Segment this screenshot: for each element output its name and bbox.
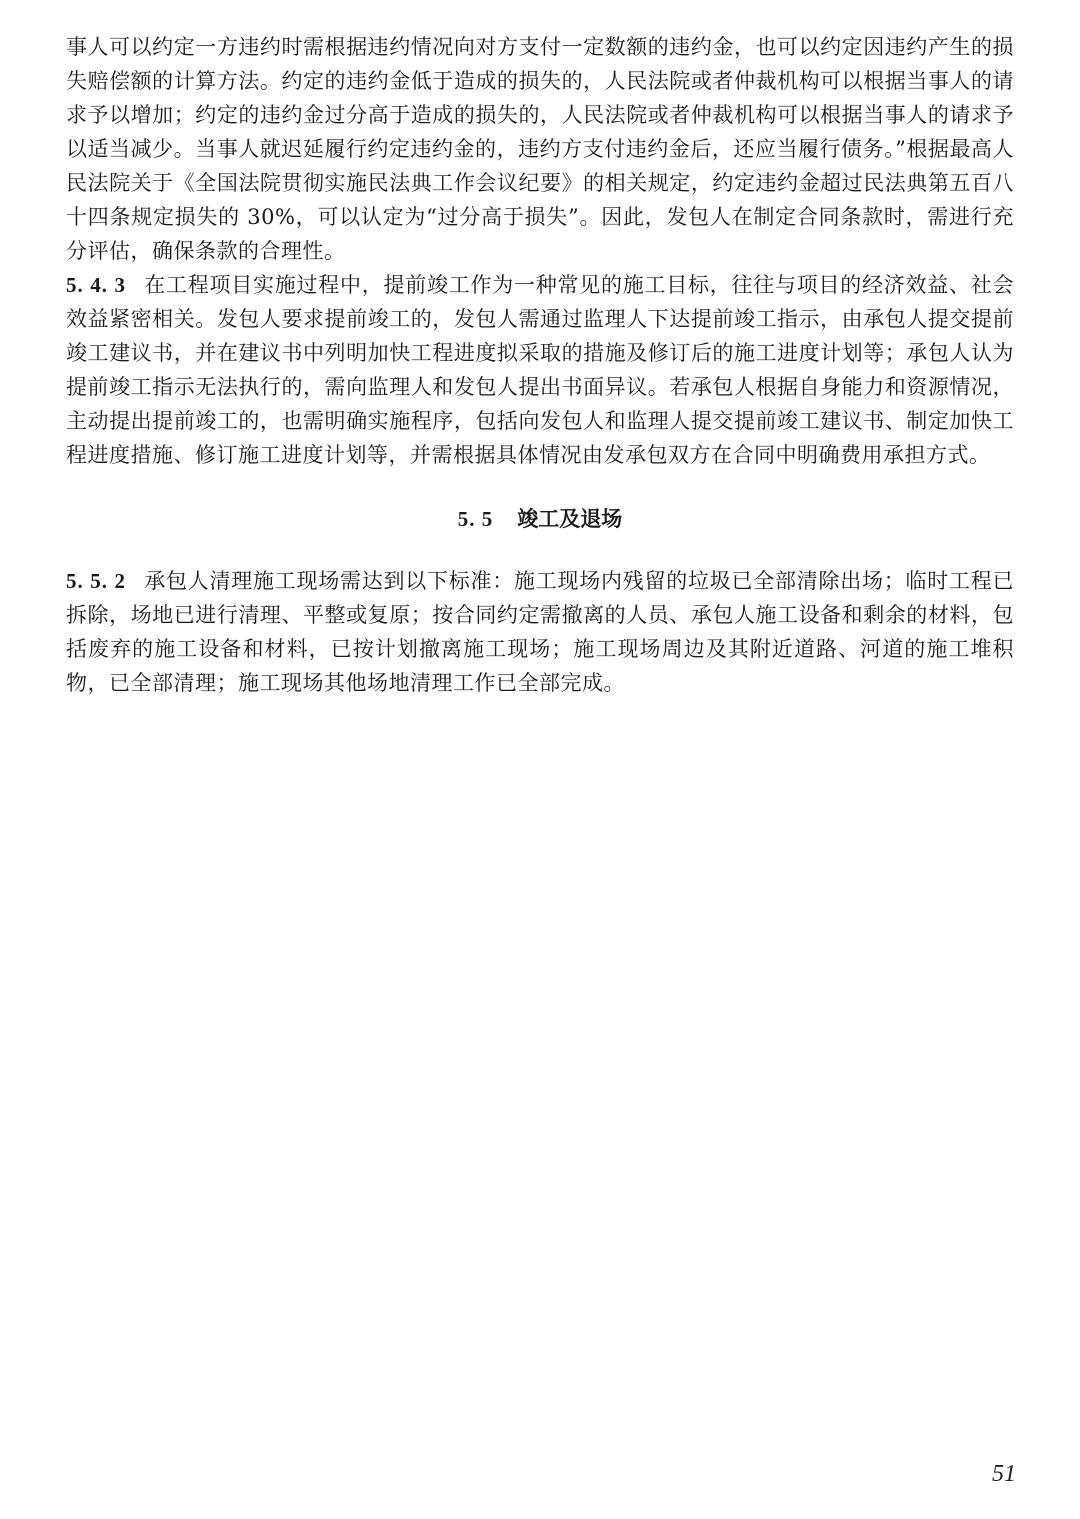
clause-5-4-3 — [66, 268, 1014, 472]
clause-text: 在工程项目实施过程中，提前竣工作为一种常见的施工目标，往往与项目的经济效益、社会效益紧密相关。发包人要求提前竣工的，发包人需通过监理人下达提前竣工指示，由承包人提交提前竣工建议书，并在建议书中列明加快工程进度拟采取的措施及修订后的施工进度计划等；承包人认为提前竣工指示无法执行的，需向监理人和发包人提出书面异议。若承包人根据自身能力和资源情况，主动提出提前竣工的，也需明确实施程序，包括向发包人和监理人提交提前竣工建议书、制定加快工程进度措施、修订施工进度计划等，并需根据具体情况由发承包双方在合同中明确费用承担方式。 — [66, 273, 1014, 467]
clause-number: 5. 5. 2 — [66, 569, 126, 593]
clause-5-5-2 — [66, 564, 1014, 700]
section-heading-5-5 — [66, 502, 1014, 536]
document-body — [66, 30, 1014, 700]
continuation-paragraph: 事人可以约定一方违约时需根据违约情况向对方支付一定数额的违约金，也可以约定因违约产生的损失赔偿额的计算方法。约定的违约金低于造成的损失的，人民法院或者仲裁机构可以根据当事人的请求予以增加；约定的违约金过分高于造成的损失的，人民法院或者仲裁机构可以根据当事人的请求予以适当减少。当事人就迟延履行约定违约金的，违约方支付违约金后，还应当履行债务。”根据最高人民法院关于《全国法院贯彻实施民法典工作会议纪要》的相关规定，约定违约金超过民法典第五百八十四条规定损失的 30%，可以认定为“过分高于损失”。因此，发包人在制定合同条款时，需进行充分评估，确保条款的合理性。 — [66, 35, 1014, 263]
section-title: 竣工及退场 — [517, 507, 623, 531]
page-number: 51 — [992, 1461, 1016, 1487]
clause-text: 承包人清理施工现场需达到以下标准：施工现场内残留的垃圾已全部清除出场；临时工程已拆除，场地已进行清理、平整或复原；按合同约定需撤离的人员、承包人施工设备和剩余的材料，包括废弃的施工设备和材料，已按计划撤离施工现场；施工现场周边及其附近道路、河道的施工堆积物，已全部清理；施工现场其他场地清理工作已全部完成。 — [66, 569, 1014, 695]
section-number: 5. 5 — [457, 507, 494, 531]
clause-number: 5. 4. 3 — [66, 273, 126, 297]
